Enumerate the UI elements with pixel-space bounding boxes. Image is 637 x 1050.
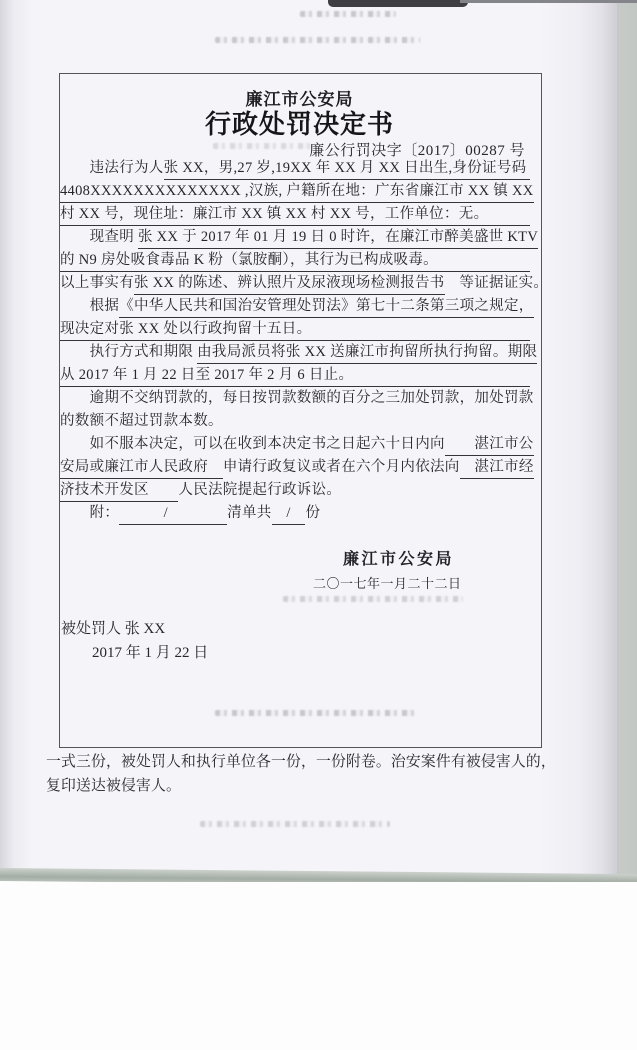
scan-artifact-dark-bar	[328, 0, 468, 7]
recipient-name: 被处罚人 张 XX	[61, 621, 166, 637]
body-line: 现查明 张 XX 于 2017 年 01 月 19 日 0 时许，在廉江市醉美盛世 KTV	[60, 226, 530, 249]
body-line: 根据 《中华人民共和国治安管理处罚法》第七十二条第三项之规定，	[60, 295, 530, 318]
body-line: 违法行为人 张 XX，男,27 岁,19XX 年 XX 月 XX 日出生,身份证号码	[60, 157, 530, 180]
recipient-date: 2017 年 1 月 22 日	[92, 645, 209, 661]
body-line: 现决定对张 XX 处以行政拘留十五日。	[60, 318, 530, 341]
document-title: 行政处罚决定书	[204, 110, 394, 139]
body-line: 如不服本决定，可以在收到本决定书之日起六十日内向 湛江市公	[60, 433, 530, 456]
body-line: 附： / 清单共 / 份	[60, 502, 530, 525]
distribution-note	[46, 751, 562, 798]
body-line: 的 N9 房处吸食毒品 K 粉（氯胺酮），其行为已构成吸毒。	[60, 249, 530, 272]
distribution-note-line1: 一式三份，被处罚人和执行单位各一份，一份附卷。治安案件有被侵害人的，	[46, 754, 556, 770]
body-line: 的数额不超过罚款本数。	[60, 413, 223, 429]
body-line: 安局或廉江市人民政府 申请行政复议或者在六个月内依法向 湛江市经	[60, 456, 530, 479]
body-line: 济技术开发区 人民法院提起行政诉讼。	[60, 479, 530, 502]
scan-smudge	[300, 11, 396, 17]
body-line: 从 2017 年 1 月 22 日至 2017 年 2 月 6 日止。	[60, 364, 530, 387]
body-line: 执行方式和期限 由我局派员将张 XX 送廉江市拘留所执行拘留。期限	[60, 341, 530, 364]
signature-agency: 廉江市公安局	[343, 551, 455, 568]
scan-smudge	[215, 37, 420, 43]
body-line: 以上事实有 张 XX 的陈述、辨认照片及尿液现场检测报告书 等证据证实。	[60, 272, 530, 295]
scan-artifact-dark-line	[460, 0, 637, 3]
body-line: 逾期不交纳罚款的，每日按罚款数额的百分之三加处罚款，加处罚款	[60, 390, 534, 406]
agency-header: 廉江市公安局	[245, 90, 354, 109]
body-line: 4408XXXXXXXXXXXXXX ,汉族, 户籍所在地：广东省廉江市 XX 镇 XX	[60, 180, 530, 203]
document-body	[60, 157, 549, 525]
document-number: 廉公行罚决字〔2017〕00287 号	[309, 143, 525, 159]
distribution-note-line2: 复印送达被侵害人。	[46, 777, 181, 794]
body-line: 村 XX 号，现住址：廉江市 XX 镇 XX 村 XX 号，工作单位：无。	[60, 203, 530, 226]
scan-background-bottom	[0, 882, 637, 1050]
scan-smudge	[200, 821, 390, 827]
signature-date: 二〇一七年一月二十二日	[313, 576, 462, 591]
